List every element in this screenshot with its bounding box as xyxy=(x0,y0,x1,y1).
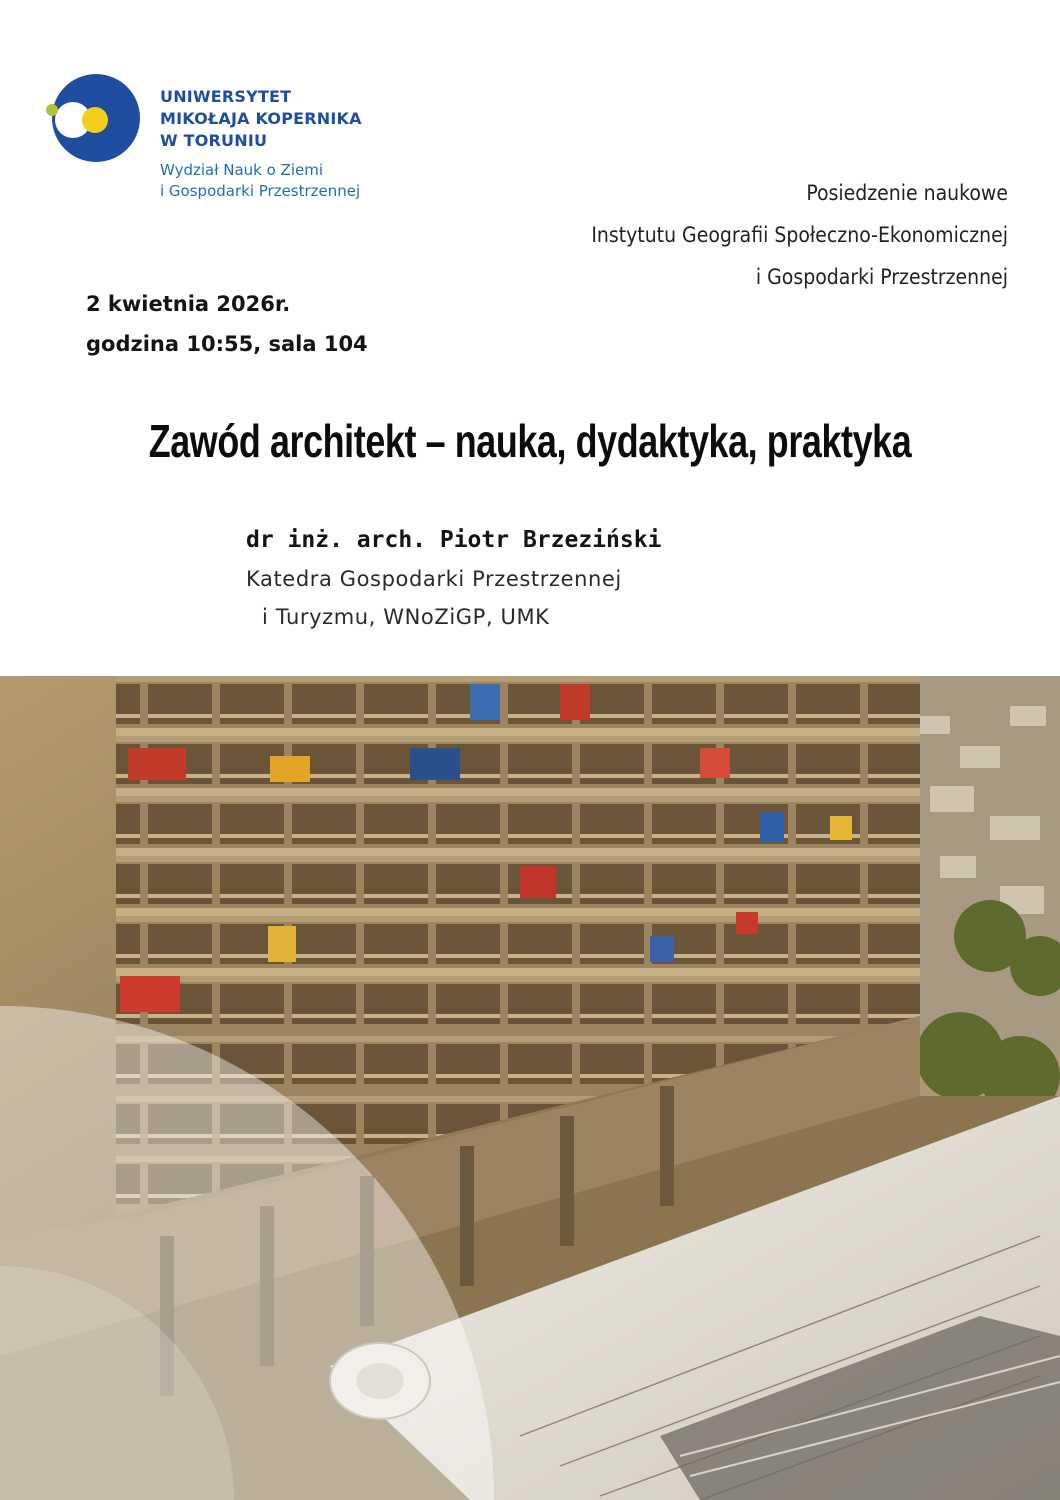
meeting-line-1: Posiedzenie naukowe xyxy=(806,181,1008,205)
event-datetime xyxy=(86,284,368,364)
building-photo xyxy=(0,676,1060,1500)
faculty-name xyxy=(160,160,360,202)
speaker-name: dr inż. arch. Piotr Brzeziński xyxy=(246,527,662,553)
modernist-building-illustration xyxy=(0,676,1060,1500)
event-date: 2 kwietnia 2026r. xyxy=(86,292,291,316)
speaker-block xyxy=(246,520,661,636)
university-name-line: UNIWERSYTET xyxy=(160,87,292,106)
university-name-line: W TORUNIU xyxy=(160,131,268,150)
faculty-name-line: Wydział Nauk o Ziemi xyxy=(160,161,324,179)
speaker-affiliation-line-2: i Turyzmu, WNoZiGP, UMK xyxy=(262,605,550,629)
meeting-line-2: Instytutu Geografii Społeczno-Ekonomicznej xyxy=(591,223,1008,247)
university-logo xyxy=(44,74,384,204)
faculty-name-line: i Gospodarki Przestrzennej xyxy=(160,182,361,200)
speaker-affiliation-line-1: Katedra Gospodarki Przestrzennej xyxy=(246,567,622,591)
event-time-room: godzina 10:55, sala 104 xyxy=(86,332,368,356)
umk-logo-mark-icon xyxy=(44,74,144,174)
lecture-title: Zawód architekt – nauka, dydaktyka, praktyka xyxy=(148,415,912,467)
university-name-line: MIKOŁAJA KOPERNIKA xyxy=(160,109,362,128)
university-name xyxy=(160,86,362,152)
meeting-line-3: i Gospodarki Przestrzennej xyxy=(755,265,1008,289)
meeting-header xyxy=(591,172,1008,298)
